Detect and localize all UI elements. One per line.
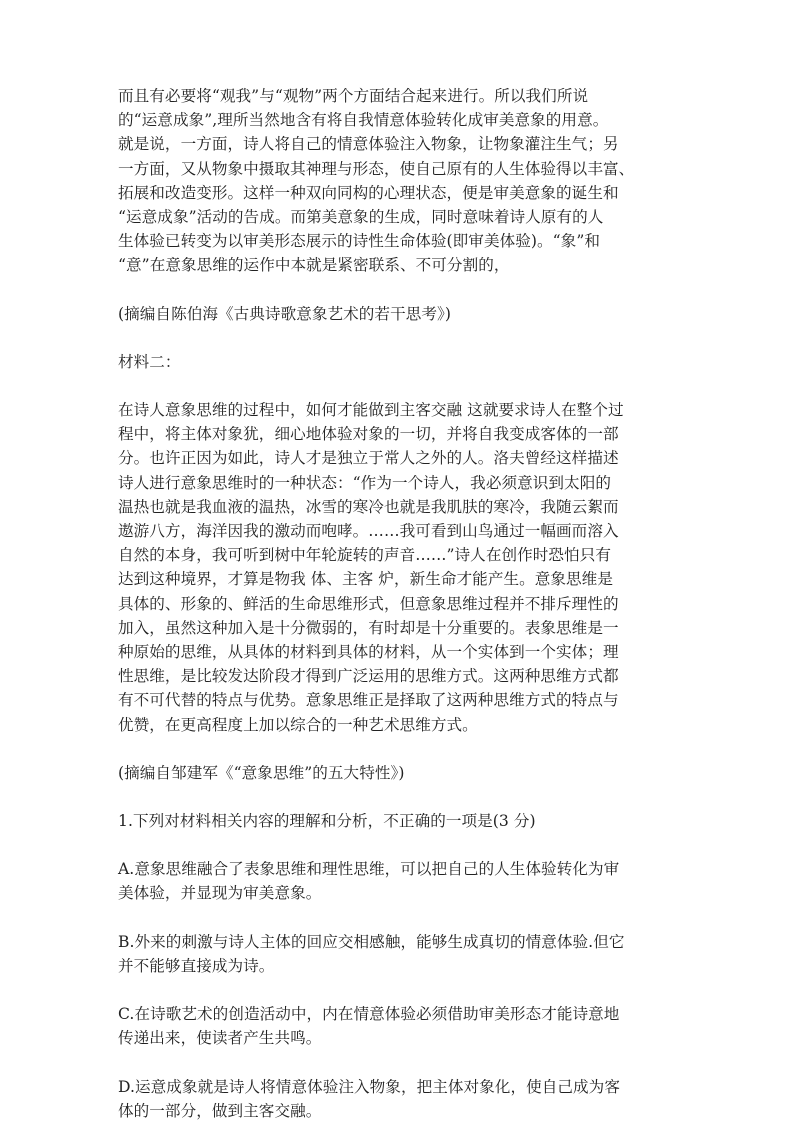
text-line: 体的一部分，做到主客交融。 bbox=[118, 1101, 322, 1120]
text-line: 美体验，并显现为审美意象。 bbox=[118, 884, 322, 903]
text-line: 一方面，又从物象中摄取其神理与形态，使自己原有的人生体验得以丰富、 bbox=[118, 159, 635, 178]
text-line: 材料二： bbox=[118, 352, 181, 371]
text-line: B.外来的刺激与诗人主体的回应交相感触，能够生成真切的情意体验.但它 bbox=[118, 932, 625, 951]
text-line: “意”在意象思维的运作中本就是紧密联系、不可分割的， bbox=[118, 256, 510, 275]
text-line: (摘编自陈伯海《古典诗歌意象艺术的若干思考》) bbox=[118, 304, 451, 323]
text-line: 达到这种境界，才算是物我 体、主客 炉，新生命才能产生。意象思维是 bbox=[118, 570, 613, 589]
material2-paragraph bbox=[118, 398, 683, 737]
text-line: C.在诗歌艺术的创造活动中，内在情意体验必须借助审美形态才能诗意地 bbox=[118, 1005, 620, 1024]
source-citation-1 bbox=[118, 302, 683, 326]
text-line: 性思维，是比较发达阶段才得到广泛运用的思维方式。这两种思维方式都 bbox=[118, 667, 619, 686]
question-1 bbox=[118, 809, 683, 833]
text-line: 分。也许正因为如此，诗人才是独立于常人之外的人。洛夫曾经这样描述 bbox=[118, 449, 619, 468]
text-line: 在诗人意象思维的过程中，如何才能做到主客交融 这就要求诗人在整个过 bbox=[118, 401, 624, 420]
source-citation-2 bbox=[118, 761, 683, 785]
text-line: (摘编自邹建军《“意象思维”的五大特性》) bbox=[118, 763, 405, 782]
text-line: D.运意成象就是诗人将情意体验注入物象，把主体对象化，使自己成为客 bbox=[118, 1077, 620, 1096]
text-line: 生体验已转变为以审美形态展示的诗性生命体验(即审美体验)。“象”和 bbox=[118, 232, 600, 251]
text-line: 有不可代替的特点与优势。意象思维正是择取了这两种思维方式的特点与 bbox=[118, 691, 619, 710]
text-line: 程中，将主体对象犹，细心地体验对象的一切，并将自我变成客体的一部 bbox=[118, 425, 619, 444]
text-line: 拓展和改造变形。这样一种双向同构的心理状态，便是审美意象的诞生和 bbox=[118, 183, 619, 202]
text-line: 而且有必要将“观我”与“观物”两个方面结合起来进行。所以我们所说 bbox=[118, 87, 589, 105]
text-line: 遨游八方，海洋因我的激动而咆哮。……我可看到山鸟通过一幅画而溶入 bbox=[118, 522, 619, 541]
text-line: 1.下列对材料相关内容的理解和分析，不正确的一项是(3 分) bbox=[118, 812, 536, 831]
text-line: 种原始的思维，从具体的材料到具体的材料，从一个实体到一个实体；理 bbox=[118, 643, 619, 662]
text-line: 优赞，在更高程度上加以综合的一种艺术思维方式。 bbox=[118, 715, 478, 734]
text-line: “运意成象”活动的告成。而第美意象的生成，同时意味着诗人原有的人 bbox=[118, 208, 604, 227]
text-line: 具体的、形象的、鲜活的生命思维形式，但意象思维过程并不排斥理性的 bbox=[118, 594, 619, 613]
text-line: 加入，虽然这种加入是十分微弱的，有时却是十分重要的。表象思维是一 bbox=[118, 618, 619, 637]
text-line: A.意象思维融合了表象思维和理性思维，可以把自己的人生体验转化为审 bbox=[118, 860, 620, 879]
text-line: 就是说，一方面，诗人将自己的情意体验注入物象，让物象灌注生气；另 bbox=[118, 135, 619, 154]
option-a bbox=[118, 857, 683, 905]
option-b bbox=[118, 930, 683, 978]
text-line: 传递出来，使读者产生共鸣。 bbox=[118, 1029, 322, 1048]
text-line: 并不能够直接成为诗。 bbox=[118, 956, 275, 975]
option-d bbox=[118, 1075, 683, 1123]
text-line: 温热也就是我血液的温热，冰雪的寒冷也就是我肌肤的寒冷，我随云絮而 bbox=[118, 497, 619, 516]
text-line: 的“运意成象”,理所当然地含有将自我情意体验转化成审美意象的用意。 bbox=[118, 111, 609, 130]
option-c bbox=[118, 1002, 683, 1050]
document-page bbox=[118, 84, 683, 1123]
text-line: 诗人进行意象思维时的一种状态：“作为一个诗人，我必须意识到太阳的 bbox=[118, 473, 611, 492]
material2-heading bbox=[118, 350, 683, 374]
text-line: 自然的本身，我可听到树中年轮旋转的声音……”诗人在创作时恐怕只有 bbox=[118, 546, 611, 565]
material1-paragraph bbox=[118, 84, 683, 278]
